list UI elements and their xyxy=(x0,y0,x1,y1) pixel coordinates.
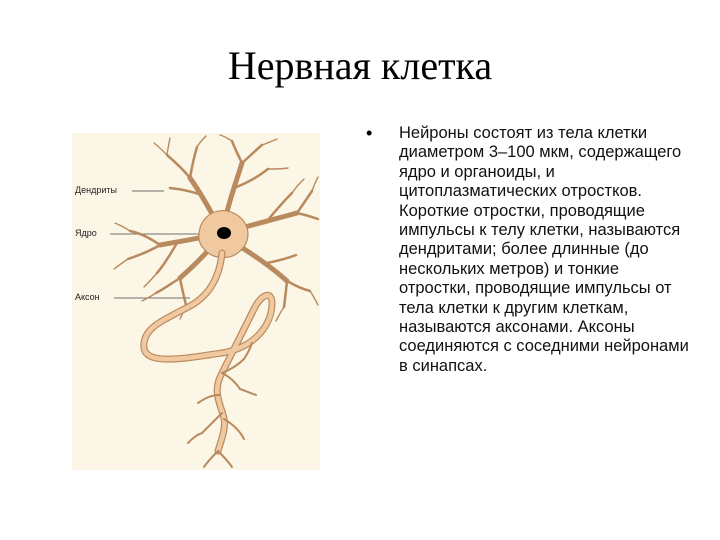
label-nucleus: Ядро xyxy=(75,228,97,238)
bullet-text: Нейроны состоят из тела клетки диаметром 3–100 мкм, содержащего ядро и органоиды, и цитоплазматических отростков. Короткие отростки, проводящие импульсы к телу клетки, называются дендритами; более длинные (до нескольких метров) и тонкие отростки, проводящие импульсы от тела клетки к другим клеткам, называются аксонами. Аксоны соединяются с соседними нейронами в синапсах. xyxy=(399,124,689,375)
neuron-figure xyxy=(72,133,320,470)
label-axon: Аксон xyxy=(75,292,100,302)
nucleus-dot xyxy=(217,227,231,239)
axon xyxy=(144,253,272,451)
label-dendrites: Дендриты xyxy=(75,185,117,195)
bullet-marker: • xyxy=(366,123,373,143)
slide-title: Нервная клетка xyxy=(227,43,493,88)
neuron-illustration xyxy=(72,133,320,470)
